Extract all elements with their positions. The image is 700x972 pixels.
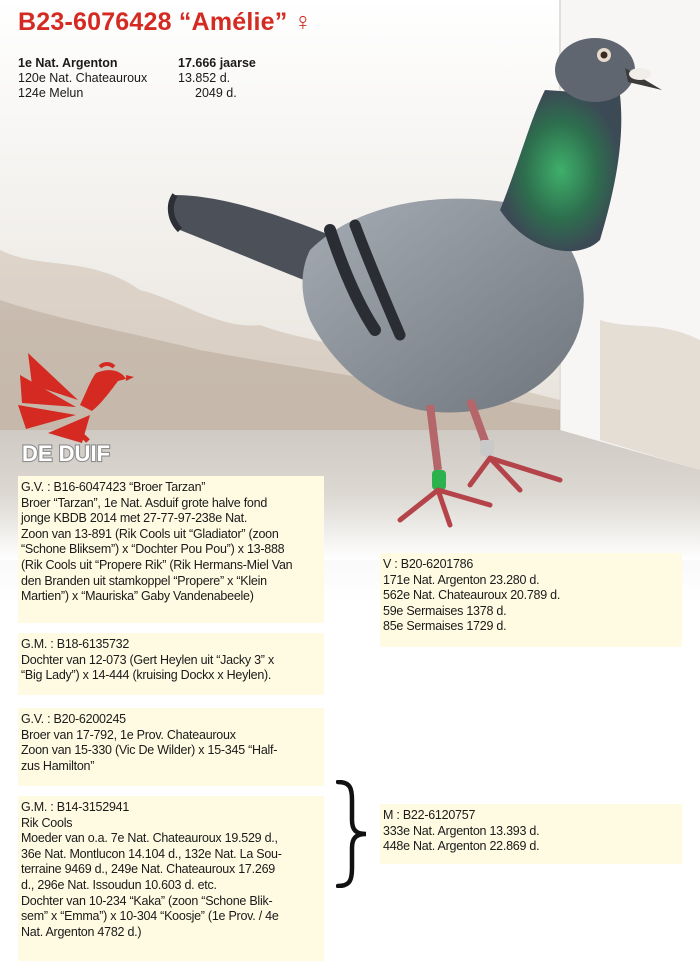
brace-icon xyxy=(336,780,368,888)
pedigree-line: 562e Nat. Chateauroux 20.789 d. xyxy=(383,588,561,603)
pedigree-line: Dochter van 12-073 (Gert Heylen uit “Jacky 3” x xyxy=(21,652,274,667)
result-rank: 124e Melun xyxy=(18,86,84,100)
pedigree-line: Zoon van 13-891 (Rik Cools uit “Gladiator” (zoon xyxy=(21,526,279,541)
pedigree-line: Zoon van 15-330 (Vic De Wilder) x 15-345 “Half- xyxy=(21,743,278,758)
pedigree-line: zus Hamilton” xyxy=(21,758,95,773)
grandfather-sire-box xyxy=(18,476,324,623)
pedigree-line: 171e Nat. Argenton 23.280 d. xyxy=(383,572,540,587)
pedigree-line: 333e Nat. Argenton 13.393 d. xyxy=(383,823,540,838)
ring-number-name: B23-6076428 “Amélie” xyxy=(18,8,288,36)
results-list xyxy=(18,56,305,101)
logo-text: DE DUIF xyxy=(22,441,110,466)
result-value: 2049 d. xyxy=(195,86,237,100)
pedigree-line: terraine 9469 d., 249e Nat. Chateauroux 17.269 xyxy=(21,862,275,877)
grandfather-dam-header: G.V. : B20-6200245 xyxy=(21,712,126,726)
result-row xyxy=(18,86,305,101)
grandfather-dam-box xyxy=(18,708,324,786)
result-rank: 1e Nat. Argenton xyxy=(18,56,118,70)
grandfather-sire-header: G.V. : B16-6047423 “Broer Tarzan” xyxy=(21,480,206,494)
result-value: 17.666 jaarse xyxy=(178,56,256,70)
pigeon-title xyxy=(18,8,312,37)
result-value: 13.852 d. xyxy=(178,71,231,85)
pedigree-line: Rik Cools xyxy=(21,815,73,830)
pedigree-line: (Rik Cools uit “Propere Rik” (Rik Hermans-Miel Van xyxy=(21,557,293,572)
pedigree-line: den Branden uit stamkoppel “Propere” x “Klein xyxy=(21,573,267,588)
mother-header: M : B22-6120757 xyxy=(383,808,476,822)
pedigree-line: Broer van 17-792, 1e Prov. Chateauroux xyxy=(21,727,236,742)
pedigree-line: Nat. Argenton 4782 d.) xyxy=(21,924,142,939)
pedigree-line: jonge KBDB 2014 met 27-77-97-238e Nat. xyxy=(21,511,248,526)
result-rank: 120e Nat. Chateauroux xyxy=(18,71,148,85)
pedigree-line: 59e Sermaises 1378 d. xyxy=(383,603,507,618)
mother-box xyxy=(380,804,682,864)
pedigree-line: “Schone Bliksem”) x “Dochter Pou Pou”) x 13-888 xyxy=(21,542,285,557)
pedigree-line: “Big Lady”) x 14-444 (kruising Dockx x Heylen). xyxy=(21,668,272,683)
female-symbol: ♀ xyxy=(293,8,313,36)
grandmother-sire-box xyxy=(18,633,324,695)
father-header: V : B20-6201786 xyxy=(383,557,474,571)
pedigree-line: 448e Nat. Argenton 22.869 d. xyxy=(383,839,540,854)
grandmother-dam-box xyxy=(18,796,324,961)
grandmother-dam-header: G.M. : B14-3152941 xyxy=(21,800,130,814)
pedigree-line: 85e Sermaises 1729 d. xyxy=(383,619,507,634)
pedigree-line: d., 296e Nat. Issoudun 10.603 d. etc. xyxy=(21,877,217,892)
pedigree-line: Broer “Tarzan”, 1e Nat. Asduif grote halve fond xyxy=(21,495,268,510)
pedigree-line: Moeder van o.a. 7e Nat. Chateauroux 19.529 d., xyxy=(21,831,278,846)
grandmother-sire-header: G.M. : B18-6135732 xyxy=(21,637,130,651)
father-box xyxy=(380,553,682,647)
pedigree-line: Dochter van 10-234 “Kaka” (zoon “Schone Blik- xyxy=(21,893,273,908)
pedigree-line: sem” x “Emma”) x 10-304 “Koosje” (1e Prov. / 4e xyxy=(21,909,279,924)
de-duif-logo xyxy=(18,345,153,467)
result-row xyxy=(18,71,305,86)
result-row xyxy=(18,56,305,71)
pedigree-line: 36e Nat. Montlucon 14.104 d., 132e Nat. La Sou- xyxy=(21,846,282,861)
pedigree-line: Martien”) x “Mauriska” Gaby Vandenabeele) xyxy=(21,589,254,604)
